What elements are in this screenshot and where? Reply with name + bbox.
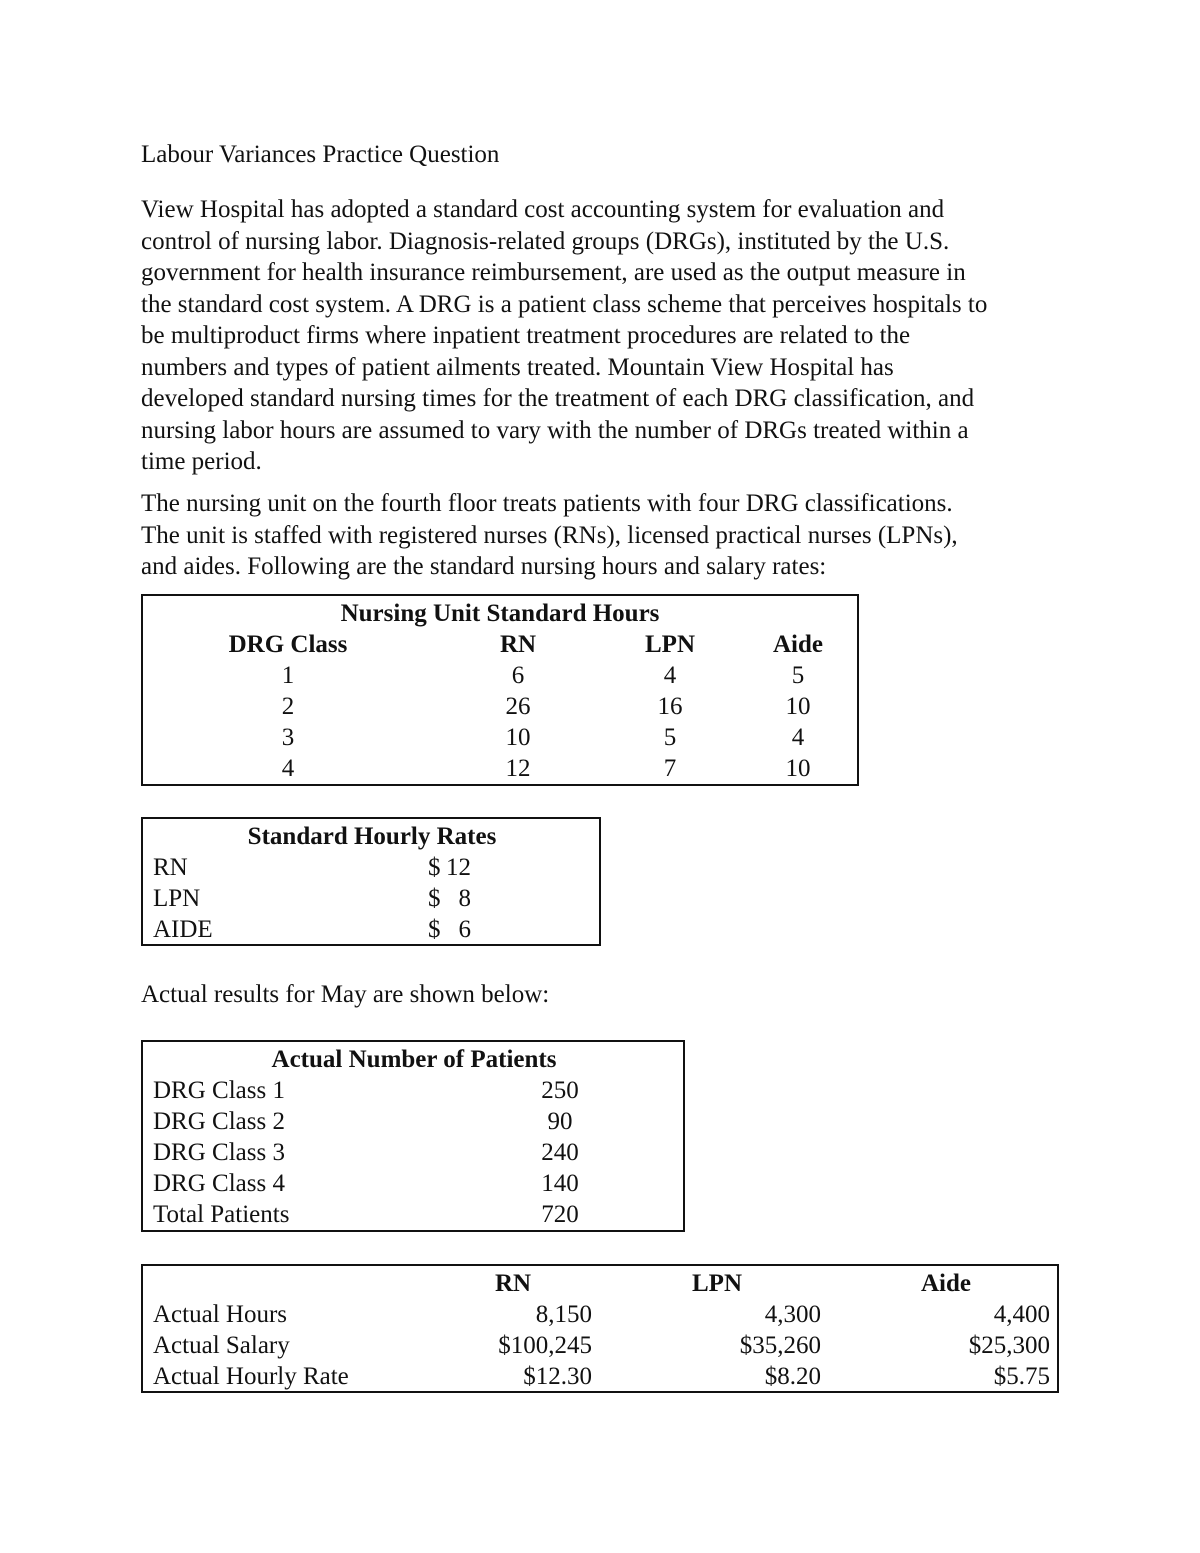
row-label: Actual Salary (153, 1332, 290, 1359)
actuals-table (141, 1264, 1059, 1393)
patient-class-label: DRG Class 2 (153, 1108, 285, 1135)
patients-table (141, 1040, 685, 1232)
table-cell: $100,245 (498, 1332, 592, 1359)
table-cell: $8.20 (764, 1363, 821, 1390)
table-cell: 4 (281, 755, 295, 782)
rate-value: 12 (446, 854, 471, 881)
column-header: Aide (773, 631, 823, 658)
table-cell: $5.75 (993, 1363, 1050, 1390)
table-row (143, 753, 857, 784)
table-title: Actual Number of Patients (271, 1046, 557, 1073)
paragraph-line: developed standard nursing times for the treatment of each DRG classification, and (141, 385, 975, 412)
column-header: RN (494, 1270, 532, 1297)
table-row (143, 883, 599, 914)
table-cell: $25,300 (968, 1332, 1050, 1359)
table-row (143, 1168, 683, 1199)
table-cell: 4 (791, 724, 805, 751)
table-cell: 12 (505, 755, 531, 782)
rate-label: RN (153, 854, 188, 881)
table-cell: 5 (663, 724, 677, 751)
table-title-row (143, 821, 599, 852)
column-header: LPN (645, 631, 695, 658)
paragraph-line: control of nursing labor. Diagnosis-related groups (DRGs), instituted by the U.S. (141, 227, 950, 255)
currency-symbol: $ (428, 854, 441, 881)
table-cell: 8,150 (535, 1301, 592, 1328)
patient-count: 250 (541, 1077, 579, 1104)
table-row (143, 1330, 1057, 1361)
table-cell: 10 (785, 693, 811, 720)
table-row (143, 914, 599, 945)
currency-symbol: $ (428, 916, 441, 943)
paragraph-line: government for health insurance reimbursement, are used as the output measure in (141, 259, 966, 286)
rate-value: 6 (458, 916, 471, 943)
column-header: LPN (692, 1270, 742, 1297)
table-row (143, 1361, 1057, 1392)
patient-count: 140 (541, 1170, 579, 1197)
table-cell: $35,260 (739, 1332, 821, 1359)
paragraph-line: The nursing unit on the fourth floor treats patients with four DRG classifications. (141, 490, 953, 517)
table-row (143, 1075, 683, 1106)
patient-class-label: DRG Class 3 (153, 1139, 285, 1166)
table-title: Standard Hourly Rates (247, 823, 497, 850)
table-row (143, 852, 599, 883)
table-cell: 4 (663, 662, 677, 689)
table-row (143, 1199, 683, 1230)
table-cell: 16 (657, 693, 683, 720)
rate-label: AIDE (153, 916, 213, 943)
rate-value: 8 (458, 885, 471, 912)
table-row (143, 1137, 683, 1168)
paragraph-line: and aides. Following are the standard nursing hours and salary rates: (141, 553, 827, 580)
table-cell: 4,400 (993, 1301, 1050, 1328)
table-row (143, 660, 857, 691)
table-row (143, 1299, 1057, 1330)
table-cell: 10 (505, 724, 531, 751)
patient-class-label: Total Patients (153, 1201, 290, 1228)
table-cell: $12.30 (523, 1363, 592, 1390)
paragraph-line: nursing labor hours are assumed to vary with the number of DRGs treated within a (141, 416, 969, 444)
patient-count: 240 (541, 1139, 579, 1166)
table-title-row (143, 598, 857, 629)
row-label: Actual Hourly Rate (153, 1363, 349, 1390)
table-cell: 3 (281, 724, 295, 751)
currency-symbol: $ (428, 885, 441, 912)
patient-class-label: DRG Class 1 (153, 1077, 285, 1104)
paragraph-line: be multiproduct firms where inpatient treatment procedures are related to the (141, 322, 911, 349)
table-title-row (143, 1044, 683, 1075)
nursing-unit-paragraph (141, 488, 1061, 583)
table-cell: 7 (663, 755, 677, 782)
hourly-rates-table (141, 817, 601, 946)
table-cell: 5 (791, 662, 805, 689)
table-header-row (143, 629, 857, 660)
paragraph-line: the standard cost system. A DRG is a patient class scheme that perceives hospitals to (141, 290, 988, 318)
table-row (143, 691, 857, 722)
table-header-row (143, 1268, 1057, 1299)
column-header: RN (499, 631, 537, 658)
table-row (143, 722, 857, 753)
table-cell: 6 (511, 662, 525, 689)
table-cell: 1 (281, 662, 295, 689)
patient-class-label: DRG Class 4 (153, 1170, 285, 1197)
column-header: DRG Class (228, 631, 348, 658)
table-cell: 26 (505, 693, 531, 720)
patient-count: 90 (547, 1108, 573, 1135)
paragraph-line: time period. (141, 448, 262, 475)
rate-label: LPN (153, 885, 201, 912)
patient-count: 720 (541, 1201, 579, 1228)
document-title: Labour Variances Practice Question (141, 141, 500, 168)
table-cell: 2 (281, 693, 295, 720)
actual-results-intro: Actual results for May are shown below: (141, 981, 550, 1008)
paragraph-line: View Hospital has adopted a standard cost accounting system for evaluation and (141, 196, 945, 223)
paragraph-line: The unit is staffed with registered nurses (RNs), licensed practical nurses (LPNs), (141, 521, 958, 549)
table-cell: 10 (785, 755, 811, 782)
table-row (143, 1106, 683, 1137)
standard-hours-table (141, 594, 859, 786)
paragraph-line: numbers and types of patient ailments treated. Mountain View Hospital has (141, 353, 894, 381)
intro-paragraph (141, 194, 1061, 478)
row-label: Actual Hours (153, 1301, 287, 1328)
table-title: Nursing Unit Standard Hours (340, 600, 660, 627)
column-header: Aide (921, 1270, 971, 1297)
table-cell: 4,300 (764, 1301, 821, 1328)
